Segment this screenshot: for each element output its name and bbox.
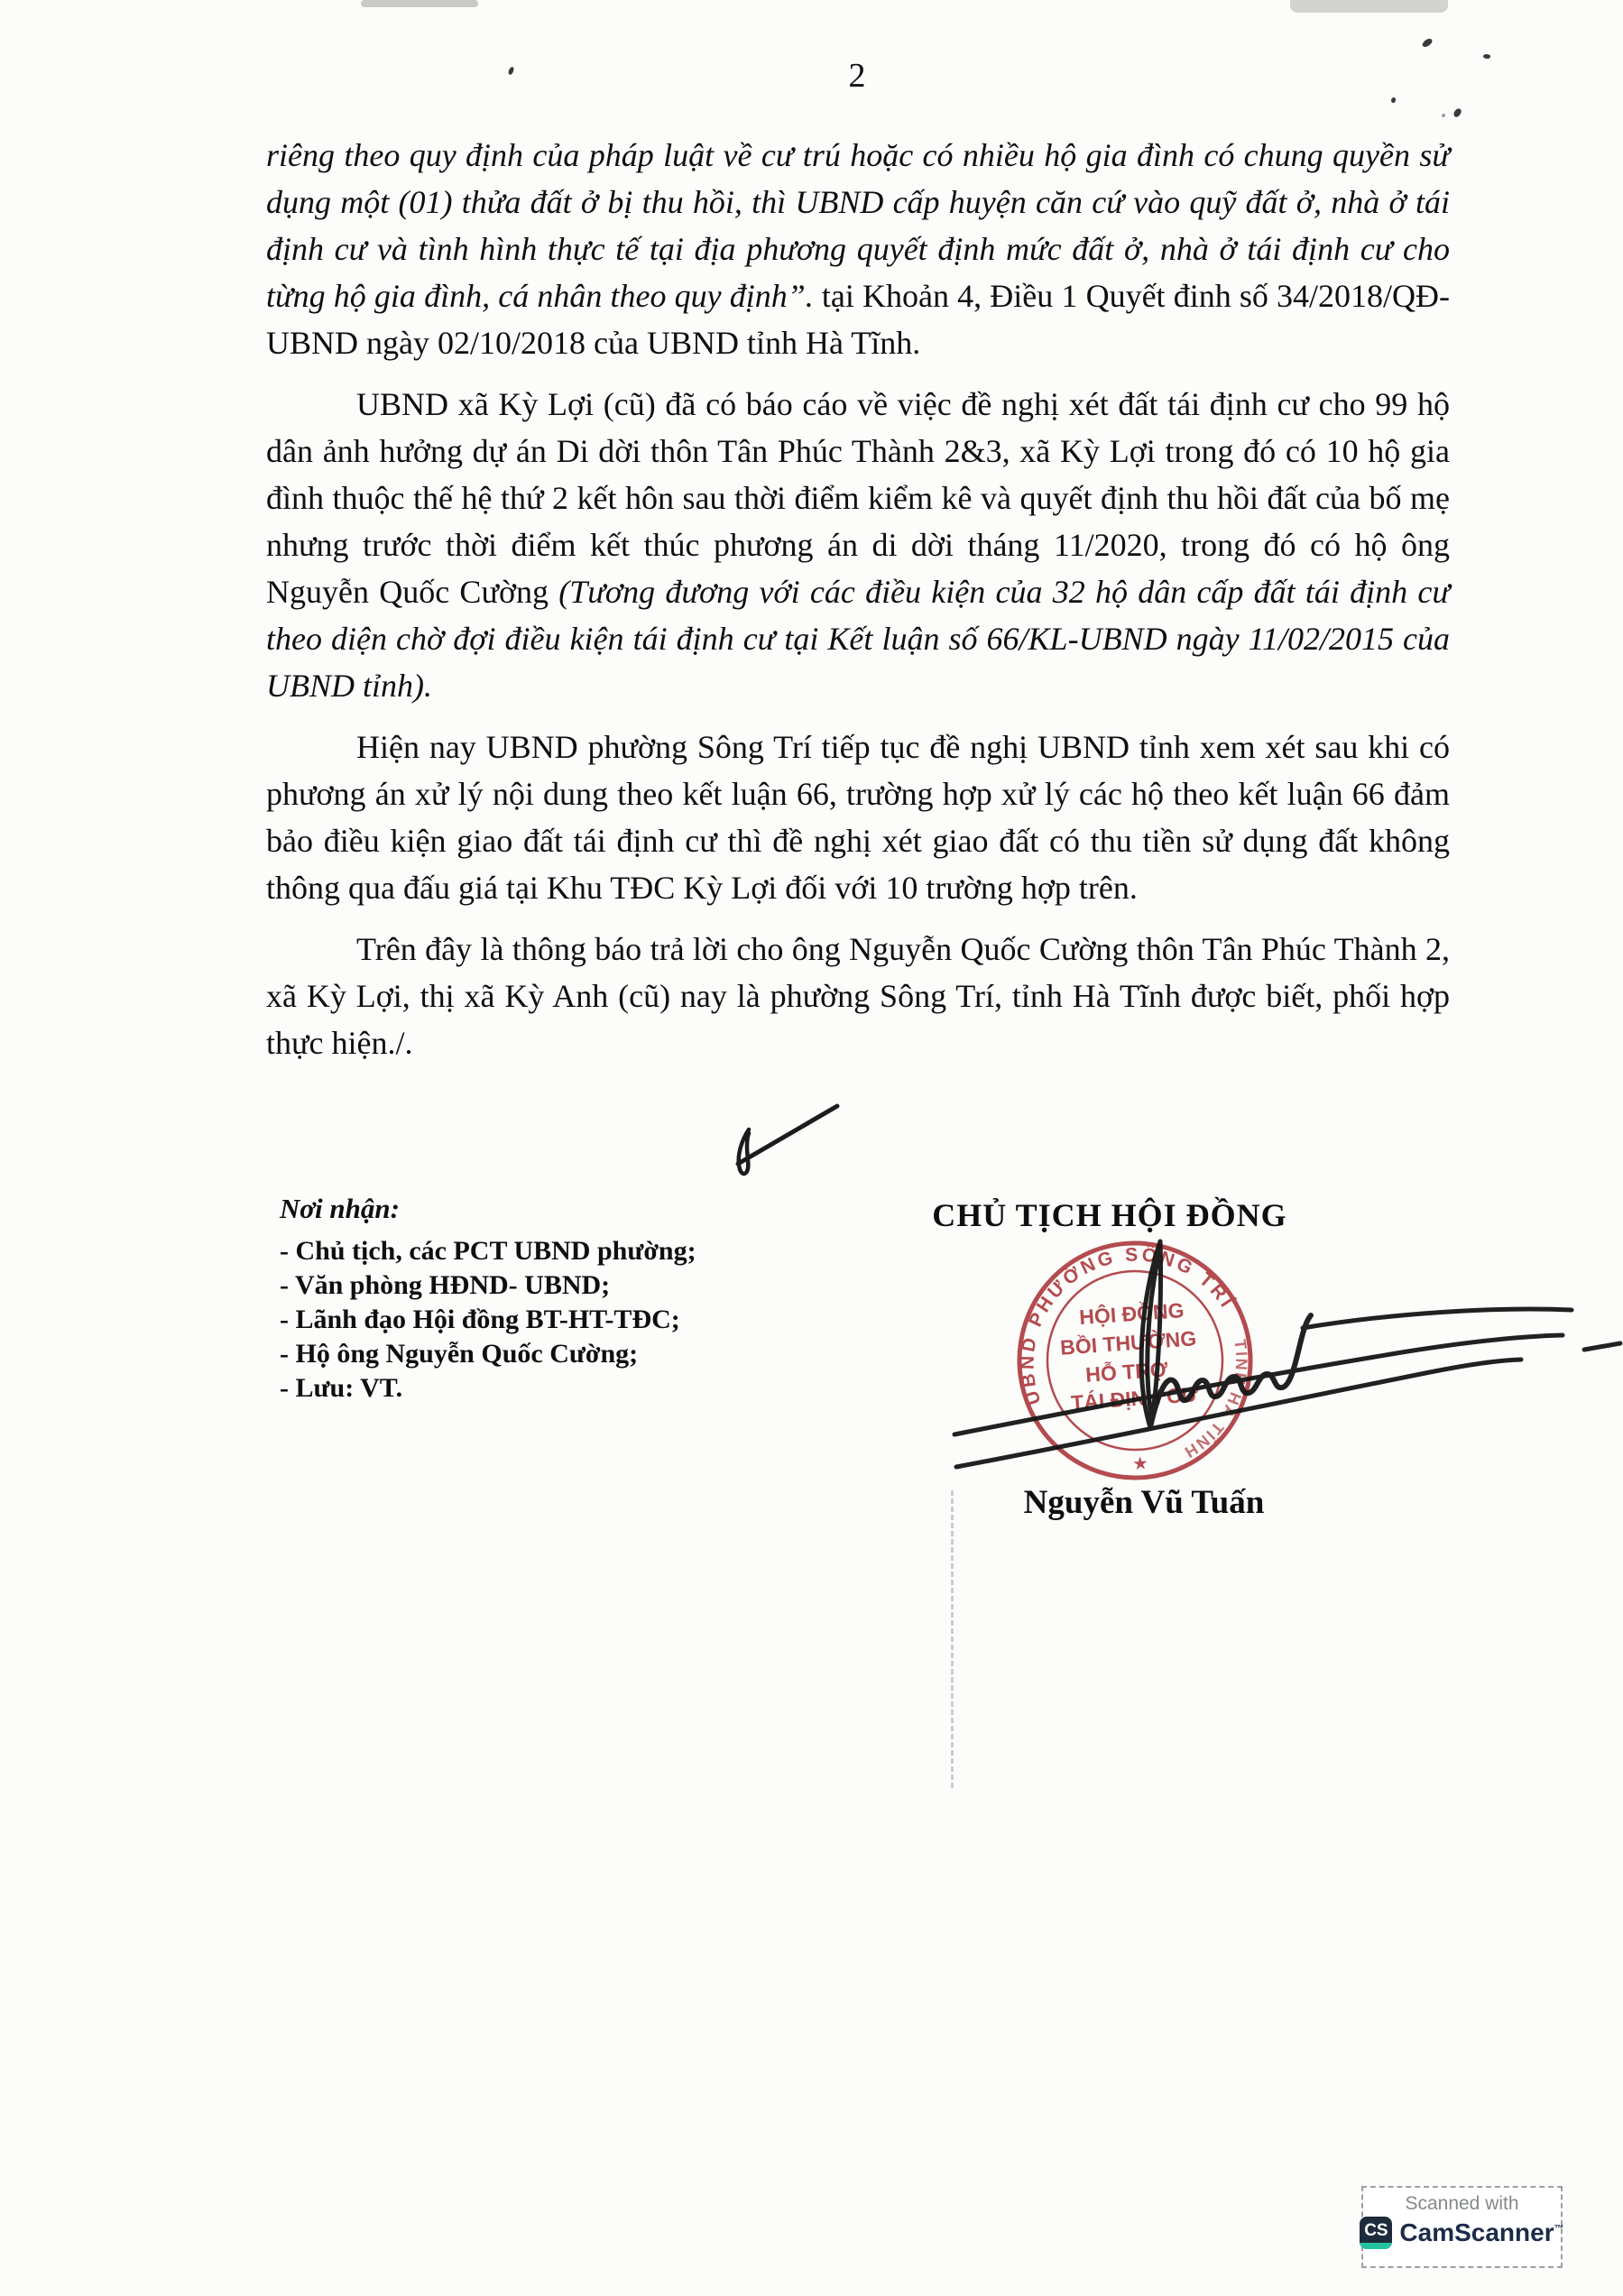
recipient-item: - Lưu: VT. [280, 1373, 403, 1403]
paragraph: Trên đây là thông báo trả lời cho ông Nguyễn Quốc Cường thôn Tân Phúc Thành 2, xã Kỳ Lợi, thị xã Kỳ Anh (cũ) nay là phường Sông Trí, tỉnh Hà Tĩnh được biết, phối hợp thực hiện./. [266, 931, 1450, 1061]
camscanner-logo-teal-strip [1360, 2243, 1392, 2249]
paragraph: Hiện nay UBND phường Sông Trí tiếp tục đề nghị UBND tỉnh xem xét sau khi có phương án xử lý nội dung theo kết luận 66, trường hợp xử lý các hộ theo kết luận 66 đảm bảo điều kiện giao đất tái định cư thì đề nghị xét giao đất có thu tiền sử dụng đất không thông qua đấu giá tại Khu TĐC Kỳ Lợi đối với 10 trường hợp trên. [266, 729, 1450, 906]
camscanner-brand-text: CamScanner [1399, 2218, 1554, 2246]
scan-speck [1421, 37, 1434, 48]
scan-fold-line [951, 1490, 954, 1788]
scan-smudge [1290, 0, 1448, 13]
scan-speck [1483, 53, 1491, 59]
star-icon: ★ [1132, 1454, 1148, 1473]
signature-title: CHỦ TỊCH HỘI ĐỒNG [932, 1197, 1287, 1233]
recipient-item: - Lãnh đạo Hội đồng BT-HT-TĐC; [280, 1305, 680, 1334]
scan-speck [1452, 107, 1462, 118]
recipient-item: - Văn phòng HĐND- UBND; [280, 1270, 611, 1300]
pen-tick-mark [702, 1102, 846, 1184]
document-body [266, 132, 1450, 1066]
paragraph: UBND xã Kỳ Lợi (cũ) đã có báo cáo về việc đề nghị xét đất tái định cư cho 99 hộ dân ảnh hưởng dự án Di dời thôn Tân Phúc Thành 2&3, xã Kỳ Lợi trong đó có 10 hộ gia đình thuộc thế hệ thứ 2 kết hôn sau thời điểm kiểm kê và quyết định thu hồi đất của bố mẹ nhưng trước thời điểm kết thúc phương án di dời tháng 11/2020, trong đó có hộ ông Nguyễn Quốc Cường (Tương đương với các điều kiện của 32 hộ dân cấp đất tái định cư theo diện chờ đợi điều kiện tái định cư tại Kết luận số 66/KL-UBND ngày 11/02/2015 của UBND tỉnh). [266, 386, 1451, 704]
recipients-block [280, 1193, 696, 1406]
scanned-with-label: Scanned with [1405, 2193, 1519, 2214]
stamp-ring-text-right: TỈNH HÀ TĨNH [1180, 1338, 1251, 1462]
recipients-list [280, 1234, 696, 1406]
camscanner-watermark [1361, 2186, 1563, 2268]
recipient-item: - Hộ ông Nguyễn Quốc Cường; [280, 1339, 639, 1369]
stamp-ring-text: UBND PHƯỜNG SÔNG TRÍ [1017, 1244, 1239, 1408]
signatory-name: Nguyễn Vũ Tuấn [1023, 1484, 1265, 1521]
scan-smudge [361, 0, 478, 7]
camscanner-logo-text: CS [1364, 2221, 1388, 2240]
stamp-center-line: HỘI ĐỒNG [1078, 1298, 1185, 1330]
stamp-center-line: BỒI THƯỜNG [1059, 1326, 1197, 1360]
recipient-item: - Chủ tịch, các PCT UBND phường; [280, 1236, 696, 1266]
recipients-heading: Nơi nhận: [280, 1193, 400, 1224]
scan-speck [1391, 97, 1396, 103]
paragraph: riêng theo quy định của pháp luật về cư trú hoặc có nhiều hộ gia đình có chung quyền sử dụng một (01) thửa đất ở bị thu hồi, thì UBND cấp huyện căn cứ vào quỹ đất ở, nhà ở tái định cư và tình hình thực tế tại địa phương quyết định mức đất ở, nhà ở tái định cư cho từng hộ gia đình, cá nhân theo quy định”. tại Khoản 4, Điều 1 Quyết đinh số 34/2018/QĐ-UBND ngày 02/10/2018 của UBND tỉnh Hà Tĩnh. [266, 137, 1450, 361]
scan-speck [508, 66, 515, 75]
scan-speck [1442, 114, 1445, 117]
stamp-center-line: TÁI ĐỊNH CƯ [1070, 1382, 1200, 1415]
trademark-symbol: ™ [1554, 2223, 1564, 2235]
camscanner-logo-icon [1360, 2217, 1392, 2249]
stamp-center-line: HỖ TRỢ [1084, 1357, 1169, 1387]
camscanner-brand [1399, 2218, 1563, 2247]
page-number: 2 [848, 57, 866, 95]
